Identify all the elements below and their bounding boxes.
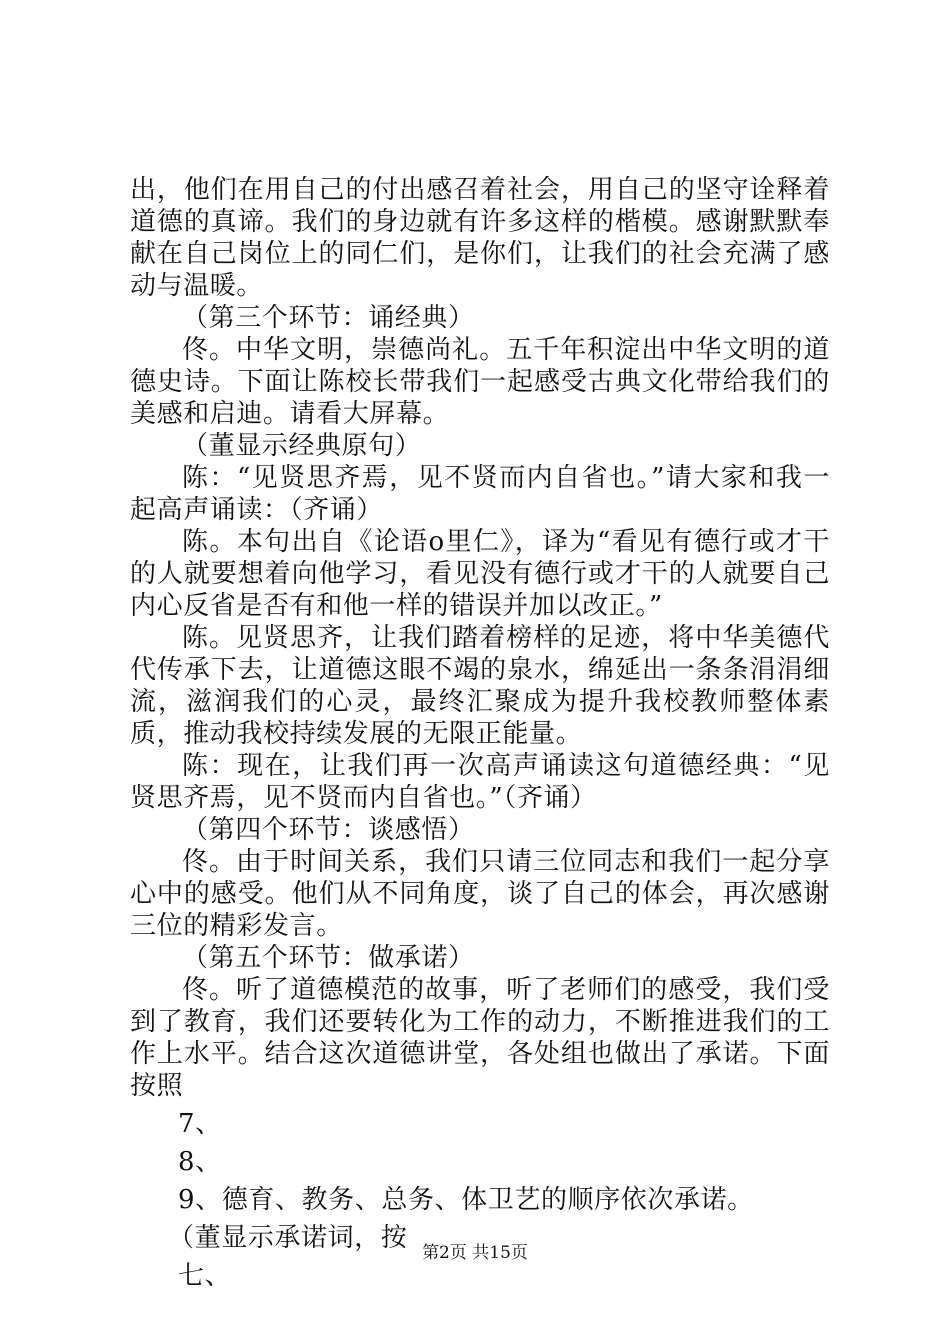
section-heading: （第三个环节：诵经典） [182,303,475,333]
list-item: 7、 [178,1109,222,1139]
stage-direction: （董显示经典原句） [182,431,422,461]
section-heading: （第四个环节：谈感悟） [182,815,475,845]
list-item: 8、 [178,1147,222,1177]
document-body [130,174,830,1292]
paragraph: 佟。听了道德模范的故事，听了老师们的感受，我们受到了教育，我们还要转化为工作的动力，不断推进我们的工作上水平。结合这次道德讲堂，各处组也做出了承诺。下面按照 [130,975,830,1101]
paragraph: 陈：现在，让我们再一次高声诵读这句道德经典：“见贤思齐焉，见不贤而内自省也。”（齐诵） [130,751,830,813]
page-footer: 第2页 共15页 [422,1243,528,1263]
paragraph: 陈：“见贤思齐焉，见不贤而内自省也。”请大家和我一起高声诵读：（齐诵） [130,463,830,525]
paragraph: 出，他们在用自己的付出感召着社会，用自己的坚守诠释着道德的真谛。我们的身边就有许多这样的楷模。感谢默默奉献在自己岗位上的同仁们，是你们，让我们的社会充满了感动与温暖。 [130,175,830,301]
list-item: 9、德育、教务、总务、体卫艺的顺序依次承诺。 [178,1185,754,1215]
paragraph: 佟。中华文明，崇德尚礼。五千年积淀出中华文明的道德史诗。下面让陈校长带我们一起感受古典文化带给我们的美感和启迪。请看大屏幕。 [130,335,830,429]
paragraph: 陈。本句出自《论语o里仁》，译为“看见有德行或才干的人就要想着向他学习，看见没有德行或才干的人就要自己内心反省是否有和他一样的错误并加以改正。” [130,527,830,621]
section-heading: （第五个环节：做承诺） [182,943,475,973]
stage-direction: （董显示承诺词，按 [168,1223,408,1253]
paragraph: 陈。见贤思齐，让我们踏着榜样的足迹，将中华美德代代传承下去，让道德这眼不竭的泉水，绵延出一条条涓涓细流，滋润我们的心灵，最终汇聚成为提升我校教师整体素质，推动我校持续发展的无限正能量。 [130,623,830,749]
list-item: 七、 [178,1261,232,1291]
paragraph: 佟。由于时间关系，我们只请三位同志和我们一起分享心中的感受。他们从不同角度，谈了自己的体会，再次感谢三位的精彩发言。 [130,847,830,941]
